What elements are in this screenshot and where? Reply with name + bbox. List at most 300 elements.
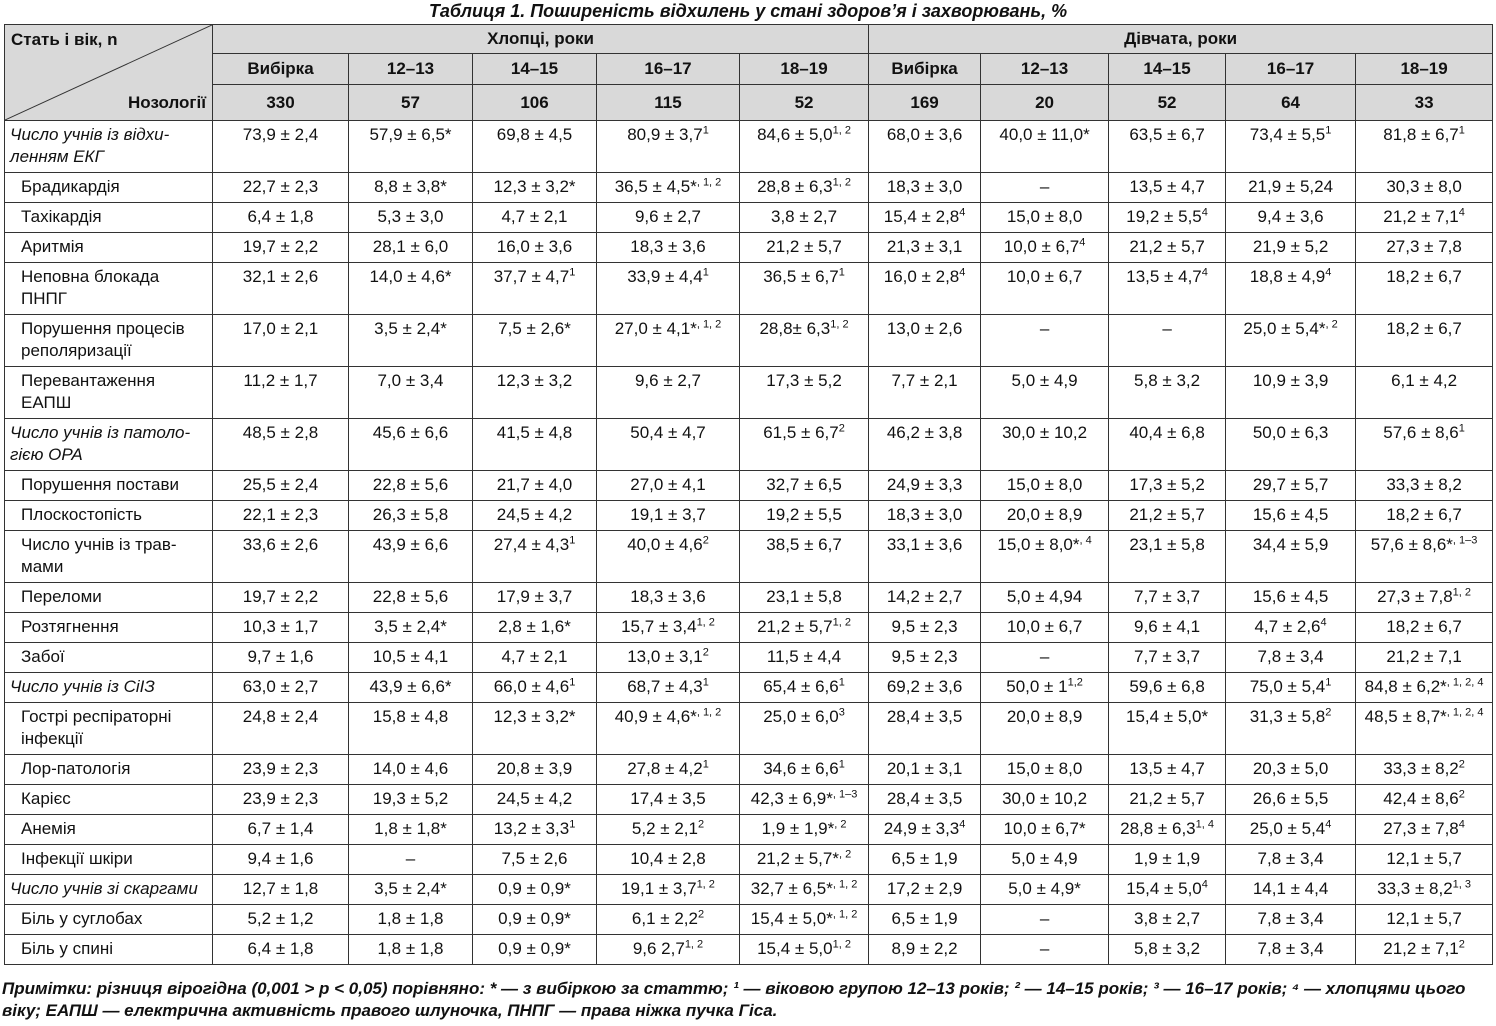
value-text: 21,7 ± 4,0	[496, 475, 573, 494]
value-cell	[740, 875, 869, 905]
value-text: 17,3 ± 5,2	[766, 371, 842, 390]
value-cell	[869, 845, 981, 875]
table-row	[5, 501, 1493, 531]
value-cell	[213, 471, 349, 501]
value-text: 15,0 ± 8,0	[1006, 207, 1083, 226]
value-text: 15,4 ± 5,0	[1126, 879, 1202, 898]
value-cell	[349, 755, 473, 785]
value-text: 8,8 ± 3,8*	[374, 177, 447, 196]
value-text: 16,0 ± 2,8	[883, 267, 960, 286]
value-cell	[1356, 173, 1493, 203]
significance-mark: 1	[702, 676, 709, 689]
value-text: 7,5 ± 2,6	[501, 849, 568, 868]
value-cell	[1109, 785, 1226, 815]
significance-mark: 4	[1320, 616, 1327, 629]
value-cell	[981, 935, 1109, 965]
value-text: 5,8 ± 3,2	[1134, 371, 1201, 390]
value-text: 7,8 ± 3,4	[1257, 909, 1324, 928]
value-text: 7,8 ± 3,4	[1257, 939, 1324, 958]
row-label: Неповна блокада ПНПГ	[5, 263, 213, 315]
value-text: 7,5 ± 2,6*	[498, 319, 571, 338]
row-label: Порушення постави	[5, 471, 213, 501]
value-text: 10,0 ± 6,7	[1006, 267, 1083, 286]
value-cell	[213, 583, 349, 613]
value-text: 63,0 ± 2,7	[242, 677, 319, 696]
value-cell	[213, 121, 349, 173]
value-text: 32,7 ± 6,5*	[750, 879, 833, 898]
value-cell	[349, 233, 473, 263]
value-cell	[1226, 583, 1356, 613]
value-cell	[981, 583, 1109, 613]
sample-size-cell: 106	[473, 85, 597, 121]
value-text: 19,3 ± 5,2	[372, 789, 449, 808]
value-text: 24,5 ± 4,2	[496, 789, 573, 808]
value-text: 9,5 ± 2,3	[891, 647, 958, 666]
value-cell	[1226, 173, 1356, 203]
value-text: 1,9 ± 1,9	[1134, 849, 1201, 868]
value-text: 32,7 ± 6,5	[766, 475, 842, 494]
significance-mark: 1, 2	[684, 938, 704, 951]
value-cell	[473, 643, 597, 673]
value-text: 19,1 ± 3,7	[621, 879, 697, 898]
value-cell	[1356, 755, 1493, 785]
value-cell	[473, 845, 597, 875]
value-text: 25,0 ± 5,4	[1249, 819, 1326, 838]
value-text: 33,6 ± 2,6	[242, 535, 319, 554]
value-cell	[349, 583, 473, 613]
value-text: 20,0 ± 8,9	[1006, 707, 1083, 726]
value-cell	[1226, 233, 1356, 263]
value-text: 15,0 ± 8,0	[1006, 475, 1083, 494]
value-cell	[1226, 845, 1356, 875]
value-text: 84,8 ± 6,2*	[1364, 677, 1447, 696]
value-cell	[981, 755, 1109, 785]
value-cell	[473, 815, 597, 845]
table-row	[5, 673, 1493, 703]
value-cell	[1109, 755, 1226, 785]
value-text: 36,5 ± 4,5*	[614, 177, 697, 196]
value-cell	[473, 673, 597, 703]
table-row	[5, 583, 1493, 613]
value-cell	[473, 583, 597, 613]
value-cell	[349, 367, 473, 419]
value-text: 59,6 ± 6,8	[1129, 677, 1205, 696]
value-text: 13,0 ± 2,6	[886, 319, 963, 338]
value-cell	[981, 121, 1109, 173]
value-cell	[869, 613, 981, 643]
row-label: Біль у спині	[5, 935, 213, 965]
value-text: 6,5 ± 1,9	[891, 909, 958, 928]
value-text: 13,5 ± 4,7	[1129, 759, 1205, 778]
value-cell	[981, 845, 1109, 875]
value-text: 13,2 ± 3,3	[493, 819, 570, 838]
value-cell	[473, 471, 597, 501]
value-text: 19,7 ± 2,2	[242, 237, 319, 256]
value-text: 7,7 ± 3,7	[1134, 647, 1201, 666]
row-label: Перевантаження ЕАПШ	[5, 367, 213, 419]
value-cell	[1226, 121, 1356, 173]
value-cell	[740, 583, 869, 613]
subcolumn-header: 14–15	[473, 54, 597, 85]
value-text: 8,9 ± 2,2	[891, 939, 958, 958]
significance-mark: 2	[838, 422, 845, 435]
value-text: 9,6 2,7	[632, 939, 685, 958]
value-cell	[1109, 845, 1226, 875]
value-text: 46,2 ± 3,8	[886, 423, 963, 442]
value-cell	[1356, 785, 1493, 815]
value-cell	[981, 367, 1109, 419]
value-cell	[740, 203, 869, 233]
value-text: 40,0 ± 4,6	[627, 535, 703, 554]
significance-mark: 1	[569, 818, 576, 831]
value-text: 63,5 ± 6,7	[1129, 125, 1205, 144]
value-cell	[597, 419, 740, 471]
value-cell	[1356, 531, 1493, 583]
value-text: 12,3 ± 3,2*	[493, 177, 576, 196]
value-cell	[1356, 703, 1493, 755]
significance-mark: , 1, 2, 4	[1446, 676, 1484, 689]
value-text: 18,2 ± 6,7	[1386, 319, 1462, 338]
value-cell	[1226, 613, 1356, 643]
value-cell	[1356, 643, 1493, 673]
significance-mark: 1, 3	[1452, 878, 1472, 891]
value-text: 10,0 ± 6,7	[1003, 237, 1080, 256]
value-cell	[869, 501, 981, 531]
significance-mark: 1	[702, 758, 709, 771]
value-text: 9,4 ± 1,6	[247, 849, 314, 868]
significance-mark: 2	[697, 818, 705, 831]
value-cell	[473, 531, 597, 583]
value-text: 25,0 ± 6,0	[763, 707, 839, 726]
value-text: 32,1 ± 2,6	[242, 267, 319, 286]
value-cell	[981, 875, 1109, 905]
value-cell	[1226, 315, 1356, 367]
value-cell	[1109, 315, 1226, 367]
value-text: 10,5 ± 4,1	[372, 647, 449, 666]
value-text: 27,3 ± 7,8	[1386, 237, 1462, 256]
significance-mark: 1, 2	[1452, 586, 1472, 599]
significance-mark: 2	[697, 908, 705, 921]
value-cell	[1109, 935, 1226, 965]
value-text: 13,5 ± 4,7	[1129, 177, 1205, 196]
value-cell	[981, 673, 1109, 703]
value-text: 6,1 ± 4,2	[1391, 371, 1458, 390]
value-text: 17,0 ± 2,1	[242, 319, 319, 338]
value-cell	[869, 703, 981, 755]
value-text: 40,4 ± 6,8	[1129, 423, 1205, 442]
value-text: 5,2 ± 1,2	[247, 909, 314, 928]
value-text: 69,8 ± 4,5	[496, 125, 573, 144]
value-cell	[597, 785, 740, 815]
sample-size-cell: 57	[349, 85, 473, 121]
value-cell	[1226, 905, 1356, 935]
value-text: 33,3 ± 8,2	[1377, 879, 1453, 898]
value-cell	[869, 643, 981, 673]
value-text: 22,8 ± 5,6	[372, 475, 449, 494]
value-cell	[349, 263, 473, 315]
value-text: 21,9 ± 5,24	[1248, 177, 1334, 196]
row-label: Число учнів із трав- мами	[5, 531, 213, 583]
table-caption: Таблиця 1. Поширеність відхилень у стані здоров’я і захворювань, %	[428, 1, 1068, 21]
value-text: 14,0 ± 4,6*	[369, 267, 452, 286]
sample-size-cell: 169	[869, 85, 981, 121]
significance-mark: , 1–3	[832, 788, 858, 801]
value-text: 65,4 ± 6,6	[763, 677, 839, 696]
table-row	[5, 367, 1493, 419]
row-label: Число учнів із відхи- ленням ЕКГ	[5, 121, 213, 173]
value-text: –	[1162, 319, 1172, 338]
value-cell	[597, 643, 740, 673]
value-text: 14,1 ± 4,4	[1252, 879, 1329, 898]
significance-mark: 2	[1458, 938, 1465, 951]
value-text: 17,3 ± 5,2	[1129, 475, 1205, 494]
value-text: 73,4 ± 5,5	[1249, 125, 1326, 144]
value-cell	[981, 643, 1109, 673]
value-cell	[1356, 905, 1493, 935]
value-cell	[869, 471, 981, 501]
value-cell	[213, 501, 349, 531]
value-text: 48,5 ± 2,8	[242, 423, 319, 442]
value-text: 18,3 ± 3,0	[886, 177, 963, 196]
value-text: 4,7 ± 2,1	[501, 207, 568, 226]
value-cell	[473, 875, 597, 905]
value-cell	[1109, 583, 1226, 613]
row-label: Біль у суглобах	[5, 905, 213, 935]
corner-top-label: Стать і вік, n	[11, 30, 118, 49]
value-cell	[473, 905, 597, 935]
value-cell	[740, 673, 869, 703]
value-text: 15,4 ± 2,8	[883, 207, 960, 226]
value-text: 15,4 ± 5,0*	[1126, 707, 1209, 726]
significance-mark: , 1, 2	[696, 176, 722, 189]
significance-mark: 4	[959, 818, 966, 831]
significance-mark: 2	[702, 646, 709, 659]
value-text: 28,8± 6,3	[759, 319, 831, 338]
value-text: 9,7 ± 1,6	[247, 647, 314, 666]
value-text: 21,2 ± 5,7*	[756, 849, 839, 868]
value-text: 20,0 ± 8,9	[1006, 505, 1083, 524]
value-cell	[1226, 815, 1356, 845]
value-cell	[1109, 815, 1226, 845]
value-cell	[981, 419, 1109, 471]
value-text: –	[1039, 939, 1050, 958]
value-cell	[213, 233, 349, 263]
value-text: 21,3 ± 3,1	[886, 237, 963, 256]
value-text: 33,1 ± 3,6	[886, 535, 963, 554]
value-cell	[473, 203, 597, 233]
table-row	[5, 315, 1493, 367]
value-text: 5,3 ± 3,0	[377, 207, 444, 226]
value-text: 36,5 ± 6,7	[763, 267, 839, 286]
value-text: 3,8 ± 2,7	[771, 207, 838, 226]
value-cell	[740, 935, 869, 965]
value-cell	[213, 755, 349, 785]
value-text: 41,5 ± 4,8	[496, 423, 573, 442]
value-text: 57,9 ± 6,5*	[369, 125, 452, 144]
value-cell	[1356, 583, 1493, 613]
value-text: 1,8 ± 1,8*	[374, 819, 447, 838]
value-text: 3,5 ± 2,4*	[374, 617, 447, 636]
value-text: 75,0 ± 5,4	[1249, 677, 1326, 696]
value-cell	[349, 471, 473, 501]
table-row	[5, 785, 1493, 815]
significance-mark: 4	[1458, 818, 1465, 831]
significance-mark: 1	[702, 266, 709, 279]
value-text: 3,5 ± 2,4*	[374, 319, 447, 338]
value-cell	[869, 875, 981, 905]
value-text: 18,3 ± 3,6	[630, 237, 706, 256]
value-text: 27,8 ± 4,2	[627, 759, 703, 778]
value-text: 1,8 ± 1,8	[377, 939, 444, 958]
value-text: 12,1 ± 5,7	[1386, 849, 1462, 868]
value-text: 24,9 ± 3,3	[883, 819, 960, 838]
value-text: 57,6 ± 8,6	[1383, 423, 1459, 442]
value-cell	[869, 233, 981, 263]
value-cell	[473, 703, 597, 755]
significance-mark: 1	[1325, 676, 1332, 689]
value-text: 22,7 ± 2,3	[242, 177, 319, 196]
value-cell	[1226, 755, 1356, 785]
significance-mark: , 1, 2	[696, 706, 722, 719]
value-text: 9,6 ± 2,7	[634, 371, 702, 390]
value-text: 68,7 ± 4,3	[627, 677, 703, 696]
value-cell	[869, 815, 981, 845]
value-cell	[473, 785, 597, 815]
value-text: 61,5 ± 6,7	[763, 423, 839, 442]
value-cell	[869, 263, 981, 315]
value-cell	[349, 315, 473, 367]
value-text: 31,3 ± 5,8	[1249, 707, 1326, 726]
value-cell	[1109, 703, 1226, 755]
row-label: Забої	[5, 643, 213, 673]
value-cell	[473, 419, 597, 471]
value-text: 12,3 ± 3,2	[496, 371, 573, 390]
value-text: 17,2 ± 2,9	[886, 879, 963, 898]
value-cell	[869, 905, 981, 935]
value-text: 12,3 ± 3,2*	[493, 707, 576, 726]
value-cell	[597, 703, 740, 755]
table-row	[5, 233, 1493, 263]
value-text: 23,9 ± 2,3	[242, 759, 319, 778]
significance-mark: 1, 2	[832, 616, 851, 629]
value-text: 9,6 ± 4,1	[1134, 617, 1201, 636]
value-cell	[349, 815, 473, 845]
value-cell	[1356, 315, 1493, 367]
value-cell	[349, 531, 473, 583]
value-text: 14,0 ± 4,6	[372, 759, 449, 778]
table-row	[5, 121, 1493, 173]
value-cell	[213, 845, 349, 875]
data-table	[4, 24, 1493, 965]
value-cell	[981, 531, 1109, 583]
value-text: 33,3 ± 8,2	[1386, 475, 1462, 494]
table-row	[5, 845, 1493, 875]
value-text: –	[405, 849, 416, 868]
value-text: 20,8 ± 3,9	[496, 759, 573, 778]
value-cell	[869, 315, 981, 367]
value-text: 15,0 ± 8,0	[1006, 759, 1083, 778]
value-text: 15,6 ± 4,5	[1252, 505, 1329, 524]
subcolumn-header: Вибірка	[869, 54, 981, 85]
value-text: 17,4 ± 3,5	[630, 789, 706, 808]
value-cell	[1356, 263, 1493, 315]
corner-bottom-label: Нозології	[128, 93, 206, 112]
value-cell	[349, 935, 473, 965]
value-cell	[981, 703, 1109, 755]
value-text: 33,9 ± 4,4	[627, 267, 703, 286]
value-text: 27,3 ± 7,8	[1377, 587, 1453, 606]
value-cell	[740, 263, 869, 315]
value-cell	[597, 367, 740, 419]
value-cell	[213, 785, 349, 815]
value-text: 9,5 ± 2,3	[891, 617, 958, 636]
value-cell	[473, 233, 597, 263]
value-cell	[597, 583, 740, 613]
value-cell	[213, 531, 349, 583]
significance-mark: 1	[1458, 124, 1465, 137]
value-text: 15,7 ± 3,4	[621, 617, 697, 636]
value-text: 1,9 ± 1,9*	[761, 819, 835, 838]
value-cell	[869, 583, 981, 613]
value-cell	[213, 643, 349, 673]
value-text: 80,9 ± 3,7	[627, 125, 703, 144]
value-text: 69,2 ± 3,6	[886, 677, 963, 696]
value-cell	[1356, 875, 1493, 905]
value-text: 20,1 ± 3,1	[886, 759, 963, 778]
value-cell	[740, 613, 869, 643]
significance-mark: , 4	[1079, 534, 1092, 547]
value-text: 13,0 ± 3,1	[627, 647, 703, 666]
value-cell	[869, 785, 981, 815]
value-cell	[869, 173, 981, 203]
value-text: 21,2 ± 5,7	[1129, 505, 1205, 524]
table-row	[5, 935, 1493, 965]
significance-mark: 4	[1458, 206, 1465, 219]
row-label: Число учнів із СіІЗ	[5, 673, 213, 703]
value-text: 5,0 ± 4,9	[1011, 849, 1078, 868]
value-cell	[597, 233, 740, 263]
value-cell	[213, 935, 349, 965]
value-text: 19,2 ± 5,5	[1126, 207, 1202, 226]
value-text: 14,2 ± 2,7	[886, 587, 963, 606]
value-cell	[597, 531, 740, 583]
significance-mark: 2	[1458, 788, 1465, 801]
value-cell	[473, 173, 597, 203]
value-text: 50,0 ± 1	[1006, 677, 1068, 696]
row-label: Карієс	[5, 785, 213, 815]
significance-mark: 1	[838, 266, 845, 279]
value-text: 3,5 ± 2,4*	[374, 879, 447, 898]
value-text: 28,8 ± 6,3	[757, 177, 833, 196]
value-cell	[349, 203, 473, 233]
value-cell	[213, 875, 349, 905]
value-text: 18,3 ± 3,0	[886, 505, 963, 524]
value-text: 22,8 ± 5,6	[372, 587, 449, 606]
value-text: 6,1 ± 2,2	[631, 909, 698, 928]
value-cell	[349, 173, 473, 203]
value-text: 5,8 ± 3,2	[1134, 939, 1201, 958]
value-cell	[740, 173, 869, 203]
value-text: 15,4 ± 5,0	[757, 939, 833, 958]
value-cell	[597, 845, 740, 875]
row-label: Розтягнення	[5, 613, 213, 643]
value-cell	[1226, 501, 1356, 531]
value-cell	[1109, 471, 1226, 501]
row-label: Переломи	[5, 583, 213, 613]
value-cell	[869, 121, 981, 173]
significance-mark: 1, 2	[696, 616, 715, 629]
significance-mark: , 1–3	[1452, 534, 1478, 547]
